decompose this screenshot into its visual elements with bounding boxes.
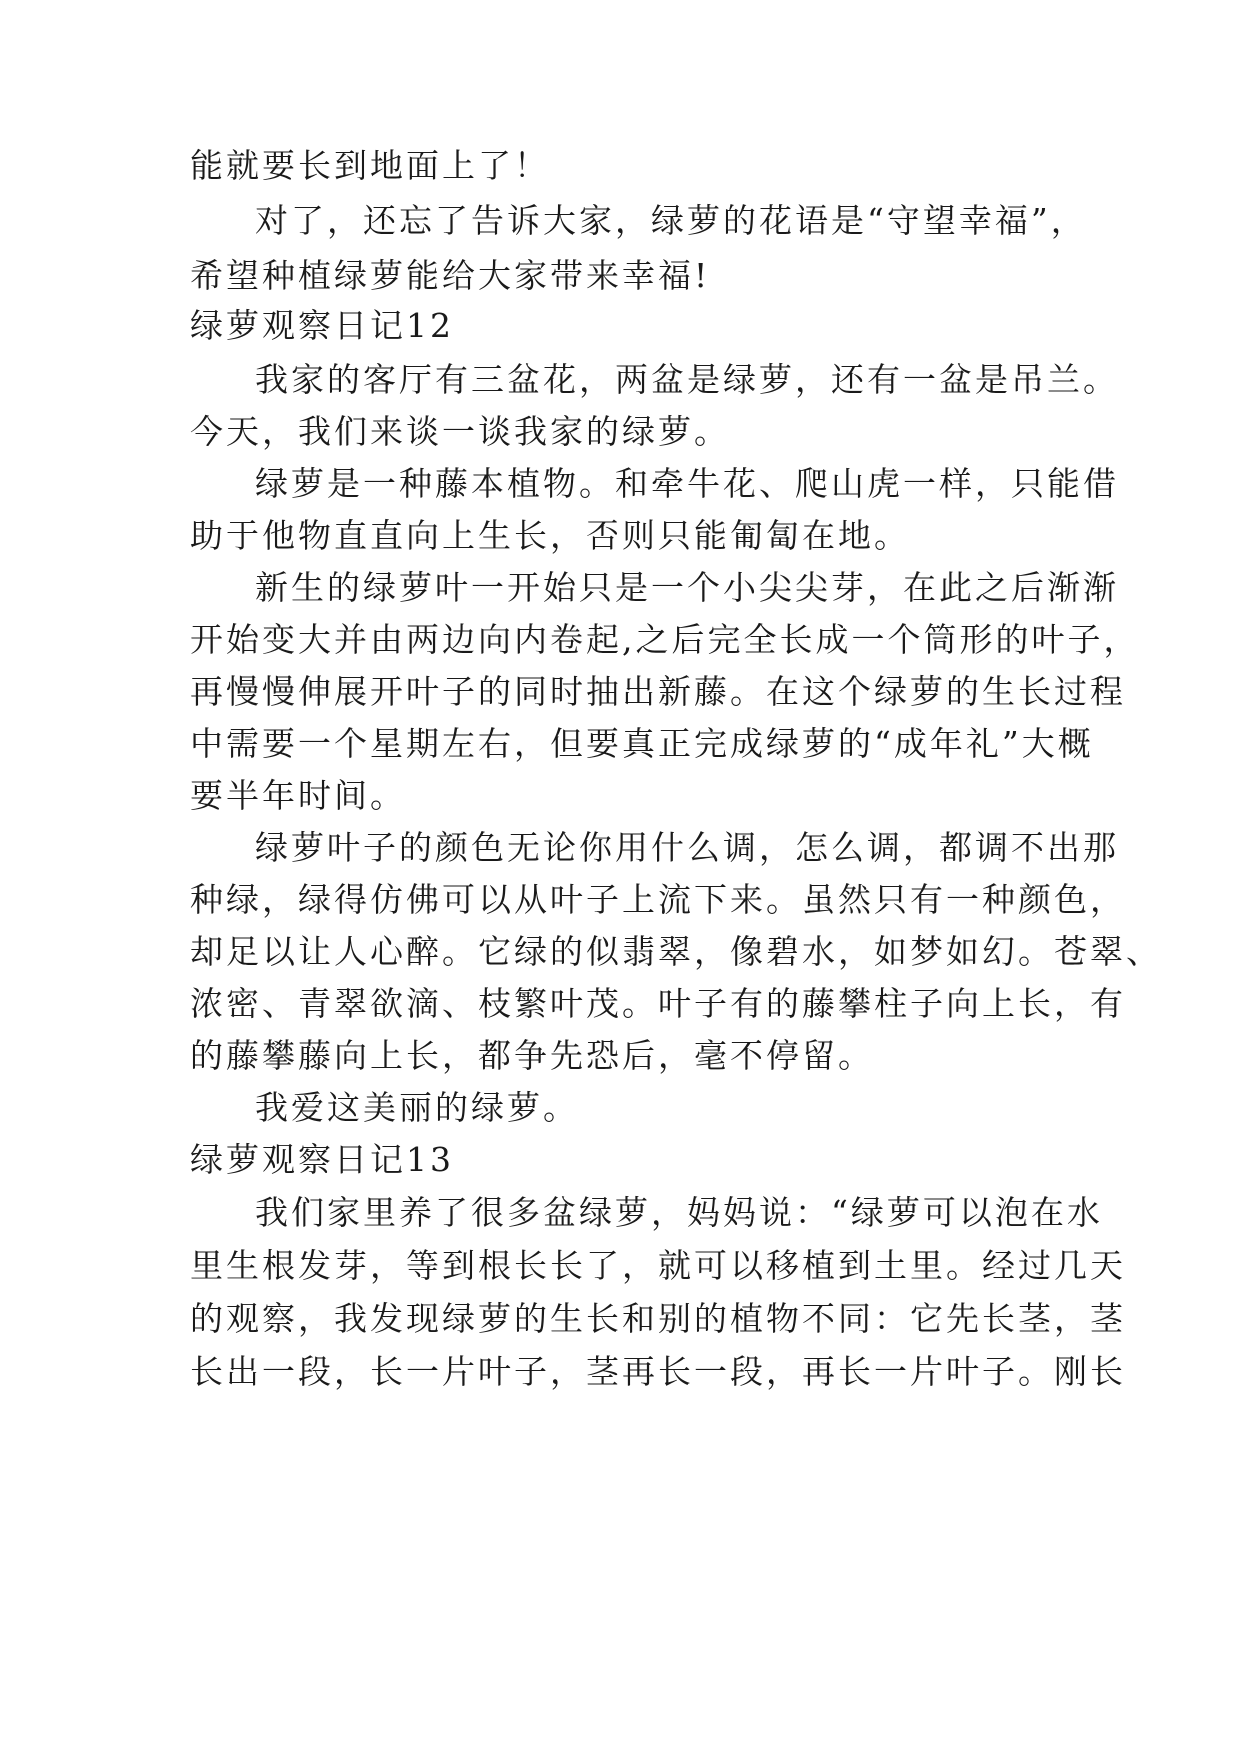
- paragraph-first-line: 我家的客厅有三盆花，两盆是绿萝，还有一盆是吊兰。: [255, 360, 1119, 399]
- paragraph-first-line: 新生的绿萝叶一开始只是一个小尖尖芽，在此之后渐渐: [255, 568, 1119, 607]
- text-line: 希望种植绿萝能给大家带来幸福!: [190, 256, 711, 295]
- text-line: 要半年时间。: [190, 776, 406, 815]
- paragraph-first-line: 绿萝叶子的颜色无论你用什么调，怎么调，都调不出那: [255, 828, 1119, 867]
- paragraph-first-line: 我爱这美丽的绿萝。: [255, 1088, 579, 1127]
- section-heading: 绿萝观察日记12: [190, 306, 454, 345]
- text-line: 中需要一个星期左右，但要真正完成绿萝的“成年礼”大概: [190, 724, 1094, 763]
- text-line: 能就要长到地面上了！: [190, 146, 550, 185]
- text-line: 的藤攀藤向上长，都争先恐后，毫不停留。: [190, 1036, 874, 1075]
- text-line: 助于他物直直向上生长，否则只能匍匐在地。: [190, 516, 910, 555]
- text-line: 却足以让人心醉。它绿的似翡翠，像碧水，如梦如幻。苍翠、: [190, 932, 1162, 971]
- text-line: 里生根发芽，等到根长长了，就可以移植到土里。经过几天: [190, 1246, 1126, 1285]
- text-line: 浓密、青翠欲滴、枝繁叶茂。叶子有的藤攀柱子向上长，有: [190, 984, 1126, 1023]
- text-line: 开始变大并由两边向内卷起,之后完全长成一个筒形的叶子，: [190, 620, 1140, 659]
- text-line: 再慢慢伸展开叶子的同时抽出新藤。在这个绿萝的生长过程: [190, 672, 1126, 711]
- text-line: 的观察，我发现绿萝的生长和别的植物不同：它先长茎，茎: [190, 1299, 1126, 1338]
- text-line: 长出一段，长一片叶子，茎再长一段，再长一片叶子。刚长: [190, 1352, 1126, 1391]
- text-line: 今天，我们来谈一谈我家的绿萝。: [190, 412, 730, 451]
- paragraph-first-line: 我们家里养了很多盆绿萝，妈妈说：“绿萝可以泡在水: [255, 1193, 1103, 1232]
- section-heading: 绿萝观察日记13: [190, 1140, 454, 1179]
- paragraph-first-line: 对了，还忘了告诉大家，绿萝的花语是“守望幸福”，: [255, 201, 1087, 240]
- paragraph-first-line: 绿萝是一种藤本植物。和牵牛花、爬山虎一样，只能借: [255, 464, 1119, 503]
- text-line: 种绿，绿得仿佛可以从叶子上流下来。虽然只有一种颜色，: [190, 880, 1126, 919]
